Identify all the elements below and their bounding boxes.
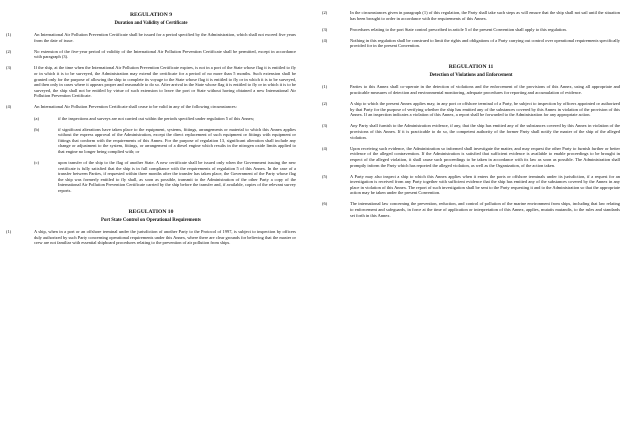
paragraph (322, 174, 620, 196)
paragraph-text: The international law concerning the prevention, reduction, and control of pollution of the marine environment from ships, including that law relating to enforcement and safeguards, in force at the time of application or interpretation of this Annex, applies, mutatis mutandis, to the rules and standards set forth in this Annex. (350, 201, 620, 218)
paragraph-text: An International Air Pollution Prevention Certificate shall be issued for a period specified by the Administration, which shall not exceed five years from the date of issue. (34, 32, 296, 43)
paragraph (322, 123, 620, 140)
paragraph-text: No extension of the five-year period of validity of the International Air Pollution Prevention Certificate shall be permitted, except in accordance with paragraph (3). (34, 48, 296, 60)
left-column (6, 10, 296, 251)
regulation-9-title: REGULATION 9 (129, 12, 172, 18)
paragraph (322, 10, 620, 21)
paragraph-text: Upon receiving such evidence, the Administration so informed shall investigate the matter, and may request the other Party to furnish further or better evidence of the alleged contravention. If the Administration is satisfied that sufficient evidence is available to enable proceedings to be brought in respect of the alleged violation, it shall cause such proceedings to be taken in accordance with its law as soon as possible. The Administration shall promptly inform the Party which has reported the alleged violation, as well as the Organization, of the action taken. (350, 145, 620, 168)
paragraph-text: If the ship, at the time when the International Air Pollution Prevention Certificate expires, is not in a port of the State whose flag it is entitled to fly or in which it is to be surveyed, the Administration may extend the certificate for a period of no more than 5 months. Such extension shall be granted only for the purpose of allowing the ship to complete its voyage to the State whose flag it is entitled to fly or in which it is to be surveyed, and then only in cases where it appears proper and reasonable to do so. After arrival in the State whose flag it is entitled to fly or in which it is to be surveyed, the ship shall not be entitled by virtue of such extension to leave the port or State without having obtained a new International Air Pollution Prevention Certificate. (34, 65, 296, 99)
paragraph (6, 229, 296, 246)
paragraph-number: (6) (322, 201, 328, 207)
paragraph-text: Procedures relating to the port State control prescribed in article 5 of the present Convention shall apply to this regulation. (350, 26, 567, 32)
paragraph-text: Nothing in this regulation shall be construed to limit the rights and obligations of a Party carrying out control over operational requirements specifically provided for in the present Convention. (350, 37, 620, 49)
paragraph-number: (1) (6, 229, 12, 235)
subparagraph-letter: (c) (34, 160, 39, 166)
paragraph-text: An International Air Pollution Prevention Certificate shall cease to be valid in any of the following circumstances: (34, 104, 237, 110)
paragraph (6, 32, 296, 43)
paragraph-number: (2) (322, 10, 328, 15)
paragraph-text: A ship, when in a port or an offshore terminal under the jurisdiction of another Party to the Protocol of 1997, is subject to inspection by officers duly authorized by such Party concerning operational requirements under this Annex, where there are clear grounds for believing that the master or crew are not familiar with essential shipboard procedures relating to the prevention of air pollution from ships. (34, 229, 296, 246)
paragraph-number: (1) (322, 84, 328, 90)
regulation-11-subtitle: Detection of Violations and Enforcement (429, 73, 513, 79)
paragraph-number: (3) (6, 65, 12, 71)
subparagraph-text: upon transfer of the ship to the flag of another State. A new certificate shall be issued only when the Government issuing the new certificate is fully satisfied that the ship is in full compliance with the requirements of regulation 5 of this Annex. In the case of a transfer between Parties, if requested within three months after the transfer has taken place, the Government of the Party whose flag the ship was formerly entitled to fly shall, as soon as possible, transmit to the Administration of the other Party a copy of the International Air Pollution Prevention Certificate carried by the ship before the transfer and, if available, copies of the relevant survey reports. (58, 160, 296, 194)
paragraph (322, 84, 620, 95)
paragraph-number: (4) (6, 104, 12, 110)
paragraph (322, 38, 620, 49)
paragraph-number: (2) (322, 101, 328, 107)
regulation-11-title: REGULATION 11 (448, 64, 494, 71)
paragraph-number: (1) (6, 32, 12, 37)
paragraph (6, 65, 296, 99)
subparagraph (6, 116, 296, 122)
subparagraph-letter: (a) (34, 115, 39, 121)
regulation-10-subtitle: Port State Control on Operational Requirements (101, 218, 201, 224)
subparagraph-text: if the inspections and surveys are not carried out within the periods specified under regulation 5 of this Annex; (58, 115, 255, 121)
subparagraph-text: if significant alterations have taken place to the equipment, systems, fittings, arrangements or material to which this Annex applies without the express approval of the Administration, except the direct replacement of such equipment or fittings with equipment or fittings that conform with the requirements of this Annex. For the purpose of regulation 13, significant alteration shall include any change or adjustment to the system, fittings, or arrangement of a diesel engine which results in the nitrogen oxide limits applied to that engine no longer being complied with; or (58, 126, 296, 154)
paragraph-text: Parties to this Annex shall co-operate in the detection of violations and the enforcement of the provisions of this Annex, using all appropriate and practicable measures of detection and environmental monitoring, adequate procedures for reporting and accumulation of evidence. (350, 84, 620, 96)
paragraph (322, 101, 620, 118)
regulation-9-subtitle: Duration and Validity of Certificate (114, 21, 188, 26)
subparagraph (6, 127, 296, 155)
subparagraph (6, 160, 296, 194)
subparagraph-letter: (b) (34, 126, 40, 132)
paragraph-number: (4) (322, 37, 328, 43)
paragraph-number: (2) (6, 48, 12, 54)
paragraph-number: (5) (322, 173, 328, 179)
paragraph-number: (4) (322, 145, 328, 151)
paragraph (6, 49, 296, 60)
paragraph-text: In the circumstances given in paragraph (1) of this regulation, the Party shall take such steps as will ensure that the ship shall not sail until the situation has been brought to order in accordance with the requirements of this Annex. (350, 10, 620, 21)
paragraph (322, 146, 620, 168)
paragraph-number: (3) (322, 123, 328, 129)
paragraph-number: (3) (322, 26, 328, 32)
paragraph (6, 104, 296, 110)
paragraph-text: A ship to which the present Annex applies may, in any port or offshore terminal of a Party, be subject to inspection by officers appointed or authorized by that Party for the purpose of verifying whether the ship has emitted any of the substances covered by this Annex in violation of the provision of this Annex. If an inspection indicates a violation of this Annex, a report shall be forwarded to the Administration for any appropriate action. (350, 101, 620, 118)
paragraph (322, 201, 620, 218)
right-column (322, 10, 620, 224)
paragraph-text: Any Party shall furnish to the Administration evidence, if any, that the ship has emitted any of the substances covered by this Annex in violation of the provisions of this Annex. If it is practicable to do so, the competent authority of the former Party shall notify the master of the ship of the alleged violation. (350, 123, 620, 140)
regulation-10-title: REGULATION 10 (128, 209, 174, 216)
paragraph-text: A Party may also inspect a ship to which this Annex applies when it enters the ports or offshore terminals under its jurisdiction, if a request for an investigation is received from any Party together with sufficient evidence that the ship has emitted any of the substances covered by the Annex in any place in violation of this Annex. The report of such investigation shall be sent to the Party requesting it and to the Administration so that the appropriate action may be taken under the present Convention. (350, 173, 620, 196)
paragraph (322, 27, 620, 33)
